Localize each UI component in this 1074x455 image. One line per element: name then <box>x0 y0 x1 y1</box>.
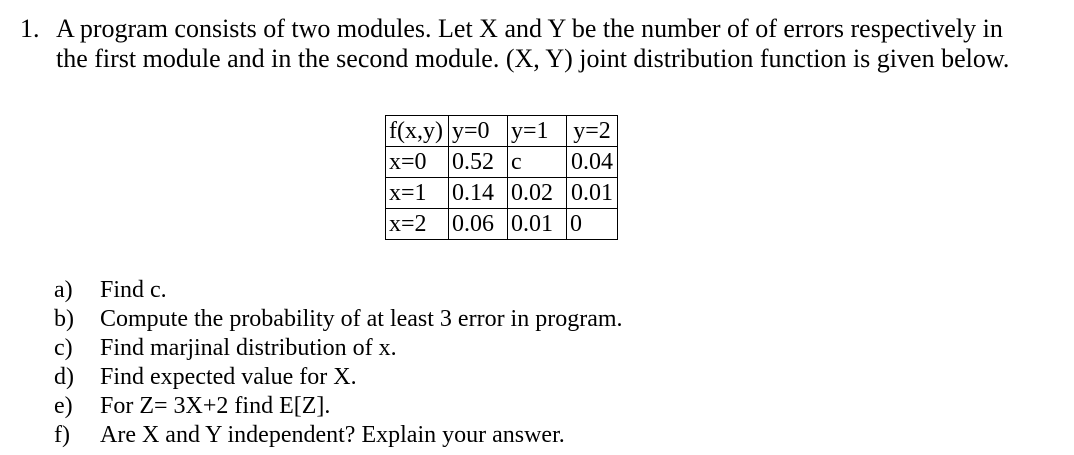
table-cell: 0.02 <box>508 178 567 209</box>
part-text: Are X and Y independent? Explain your answer. <box>100 422 565 448</box>
question-part-a <box>54 276 623 305</box>
problem-text-line-1: A program consists of two modules. Let X and Y be the number of of errors respectively in <box>56 14 1003 43</box>
question-part-c <box>54 334 623 363</box>
table-cell: x=2 <box>386 209 449 240</box>
question-part-e <box>54 392 623 421</box>
table-cell: c <box>508 147 567 178</box>
table-cell: x=0 <box>386 147 449 178</box>
problem-number: 1. <box>20 14 40 43</box>
table-cell: 0.52 <box>449 147 508 178</box>
part-text: Find expected value for X. <box>100 364 357 390</box>
part-label: b) <box>54 306 74 332</box>
table-cell: 0.01 <box>567 178 618 209</box>
part-label: f) <box>54 422 70 448</box>
part-label: a) <box>54 277 73 303</box>
table-header-cell: y=0 <box>449 116 508 147</box>
part-label: e) <box>54 393 73 419</box>
part-label: d) <box>54 364 74 390</box>
joint-distribution-table <box>385 115 618 240</box>
problem-text-line-2: the first module and in the second module. (X, Y) joint distribution function is given below. <box>56 44 1010 73</box>
table-row <box>386 209 618 240</box>
table-row <box>386 147 618 178</box>
table-row <box>386 178 618 209</box>
table-header-cell: f(x,y) <box>386 116 449 147</box>
part-text: Compute the probability of at least 3 error in program. <box>100 306 623 332</box>
problem-line-1 <box>20 14 1060 44</box>
table-cell: x=1 <box>386 178 449 209</box>
question-parts-list <box>54 276 623 450</box>
table-cell: 0.04 <box>567 147 618 178</box>
table-cell: 0.01 <box>508 209 567 240</box>
table-cell: 0 <box>567 209 618 240</box>
part-text: For Z= 3X+2 find E[Z]. <box>100 393 331 419</box>
table-cell: 0.14 <box>449 178 508 209</box>
problem-statement <box>20 14 1060 74</box>
part-text: Find c. <box>100 277 167 303</box>
question-part-b <box>54 305 623 334</box>
part-text: Find marjinal distribution of x. <box>100 335 397 361</box>
table-header-row <box>386 116 618 147</box>
table-header-cell: y=2 <box>567 116 618 147</box>
question-part-f <box>54 421 623 450</box>
part-label: c) <box>54 335 73 361</box>
table-cell: 0.06 <box>449 209 508 240</box>
table-header-cell: y=1 <box>508 116 567 147</box>
question-part-d <box>54 363 623 392</box>
